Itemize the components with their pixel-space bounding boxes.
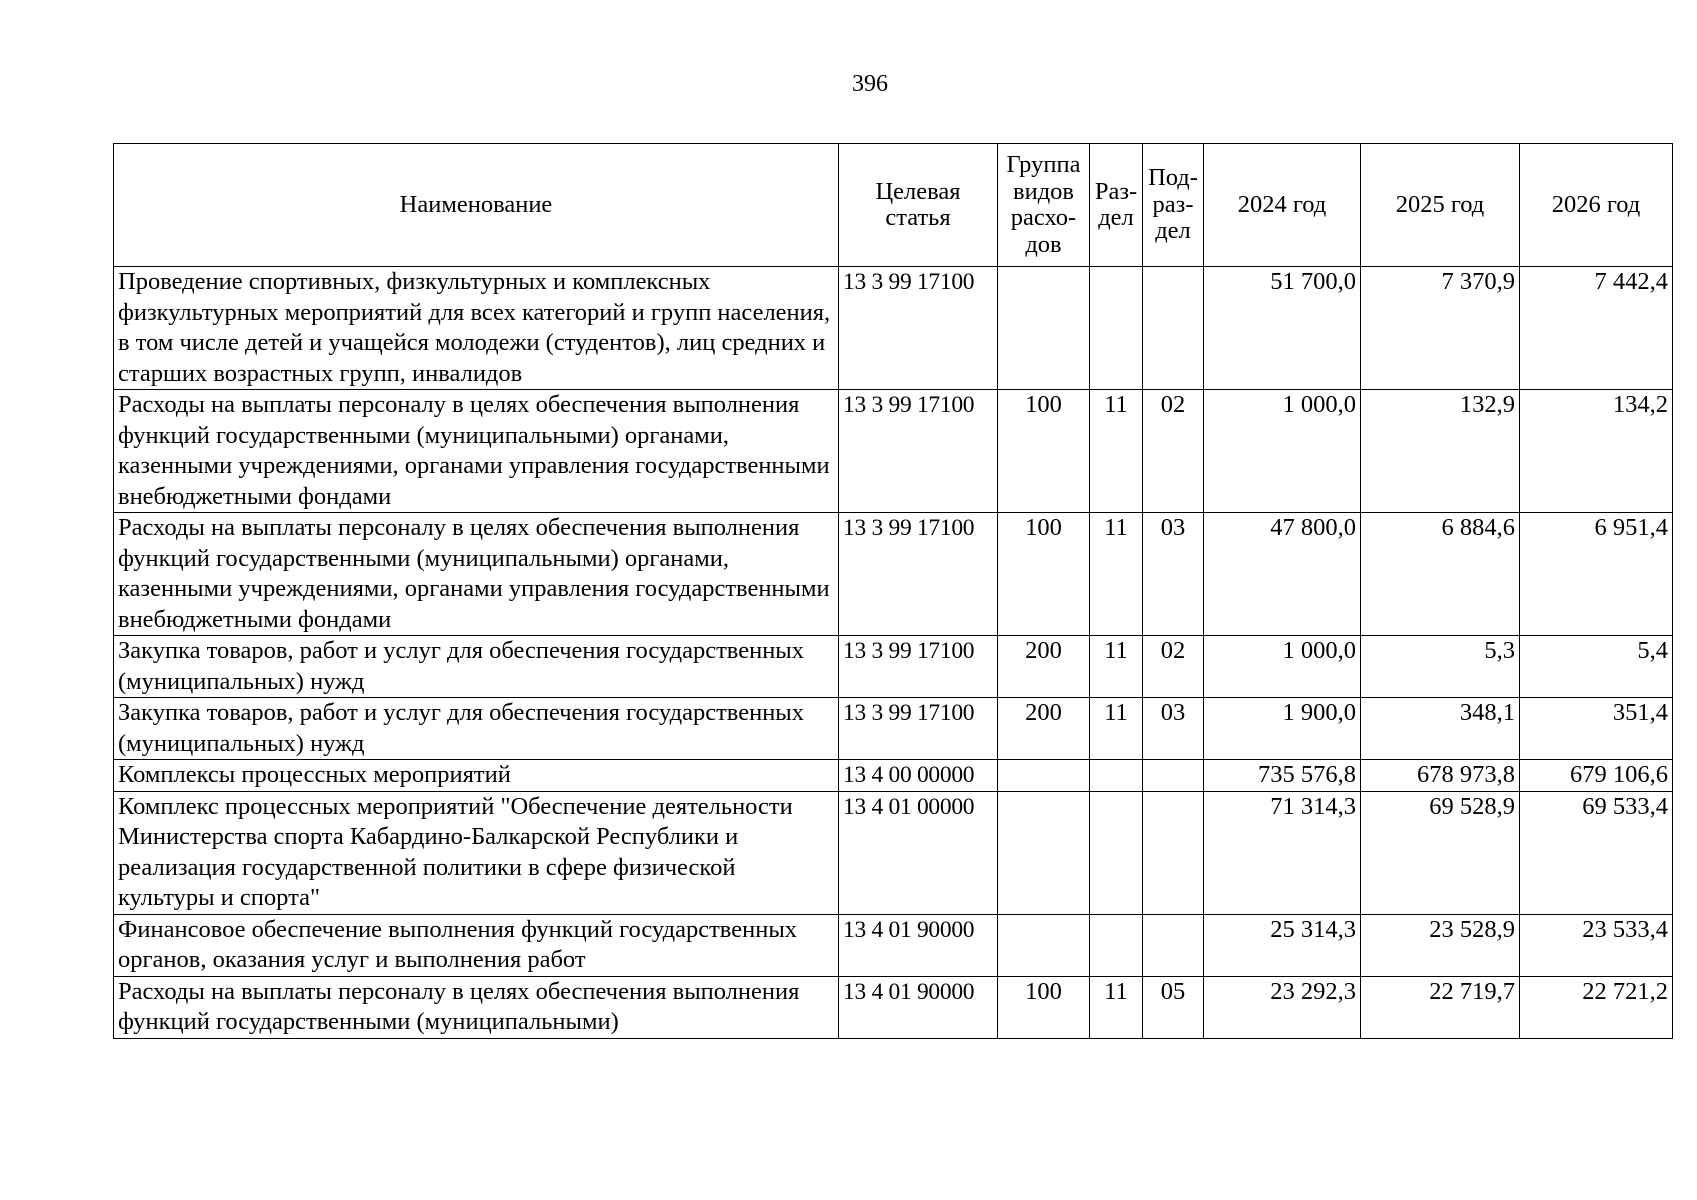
table-row	[114, 513, 1673, 636]
cell-year-2024: 25 314,3	[1204, 914, 1361, 976]
cell-section	[1090, 791, 1143, 914]
header-year-2024: 2024 год	[1204, 144, 1361, 267]
cell-year-2024: 1 900,0	[1204, 698, 1361, 760]
cell-year-2024: 735 576,8	[1204, 760, 1361, 792]
cell-target-article: 13 3 99 17100	[839, 636, 998, 698]
header-row	[114, 144, 1673, 267]
cell-target-article: 13 3 99 17100	[839, 267, 998, 390]
table-row	[114, 760, 1673, 792]
cell-year-2026: 134,2	[1520, 390, 1673, 513]
header-year-2025: 2025 год	[1361, 144, 1520, 267]
cell-expense-group: 100	[998, 390, 1090, 513]
cell-year-2024: 51 700,0	[1204, 267, 1361, 390]
cell-section: 11	[1090, 636, 1143, 698]
table-row	[114, 698, 1673, 760]
header-section: Раз-дел	[1090, 144, 1143, 267]
table-row	[114, 636, 1673, 698]
cell-year-2024: 47 800,0	[1204, 513, 1361, 636]
cell-target-article: 13 3 99 17100	[839, 390, 998, 513]
cell-year-2026: 69 533,4	[1520, 791, 1673, 914]
cell-target-article: 13 3 99 17100	[839, 698, 998, 760]
cell-target-article: 13 3 99 17100	[839, 513, 998, 636]
cell-subsection: 05	[1143, 976, 1204, 1038]
cell-name: Финансовое обеспечение выполнения функций государственных органов, оказания услуг и выполнения работ	[114, 914, 839, 976]
cell-name: Комплекс процессных мероприятий "Обеспечение деятельности Министерства спорта Кабардино-Балкарской Республики и реализация государственной политики в сфере физической культуры и спорта"	[114, 791, 839, 914]
cell-section: 11	[1090, 513, 1143, 636]
header-subsection: Под-раз-дел	[1143, 144, 1204, 267]
cell-expense-group: 200	[998, 636, 1090, 698]
cell-target-article: 13 4 01 90000	[839, 976, 998, 1038]
cell-year-2024: 1 000,0	[1204, 636, 1361, 698]
table-row	[114, 976, 1673, 1038]
cell-section: 11	[1090, 976, 1143, 1038]
cell-subsection	[1143, 267, 1204, 390]
table-row	[114, 914, 1673, 976]
cell-year-2026: 7 442,4	[1520, 267, 1673, 390]
cell-year-2025: 678 973,8	[1361, 760, 1520, 792]
cell-expense-group: 200	[998, 698, 1090, 760]
cell-year-2025: 5,3	[1361, 636, 1520, 698]
cell-year-2025: 22 719,7	[1361, 976, 1520, 1038]
cell-name: Закупка товаров, работ и услуг для обеспечения государственных (муниципальных) нужд	[114, 636, 839, 698]
cell-section: 11	[1090, 698, 1143, 760]
header-year-2026: 2026 год	[1520, 144, 1673, 267]
header-expense-group: Группа видов расхо-дов	[998, 144, 1090, 267]
cell-name: Комплексы процессных мероприятий	[114, 760, 839, 792]
cell-target-article: 13 4 00 00000	[839, 760, 998, 792]
cell-name: Расходы на выплаты персоналу в целях обеспечения выполнения функций государственными (муниципальными) органами, казенными учреждениями, органами управления государственными внебюджетными фондами	[114, 390, 839, 513]
cell-subsection	[1143, 791, 1204, 914]
table-row	[114, 390, 1673, 513]
cell-expense-group: 100	[998, 976, 1090, 1038]
cell-name: Расходы на выплаты персоналу в целях обеспечения выполнения функций государственными (муниципальными)	[114, 976, 839, 1038]
cell-section	[1090, 760, 1143, 792]
cell-year-2026: 679 106,6	[1520, 760, 1673, 792]
cell-subsection	[1143, 914, 1204, 976]
cell-subsection: 03	[1143, 513, 1204, 636]
table-body	[114, 267, 1673, 1039]
table-row	[114, 267, 1673, 390]
cell-year-2024: 23 292,3	[1204, 976, 1361, 1038]
cell-section: 11	[1090, 390, 1143, 513]
cell-subsection: 02	[1143, 636, 1204, 698]
cell-year-2025: 69 528,9	[1361, 791, 1520, 914]
cell-expense-group	[998, 267, 1090, 390]
cell-year-2025: 132,9	[1361, 390, 1520, 513]
cell-target-article: 13 4 01 90000	[839, 914, 998, 976]
cell-section	[1090, 914, 1143, 976]
cell-year-2026: 5,4	[1520, 636, 1673, 698]
cell-year-2025: 6 884,6	[1361, 513, 1520, 636]
budget-table	[113, 143, 1673, 1039]
cell-subsection	[1143, 760, 1204, 792]
cell-expense-group: 100	[998, 513, 1090, 636]
cell-subsection: 02	[1143, 390, 1204, 513]
cell-target-article: 13 4 01 00000	[839, 791, 998, 914]
cell-year-2025: 348,1	[1361, 698, 1520, 760]
table-row	[114, 791, 1673, 914]
cell-year-2026: 22 721,2	[1520, 976, 1673, 1038]
cell-year-2026: 23 533,4	[1520, 914, 1673, 976]
cell-year-2026: 6 951,4	[1520, 513, 1673, 636]
cell-expense-group	[998, 914, 1090, 976]
header-name: Наименование	[114, 144, 839, 267]
cell-year-2024: 71 314,3	[1204, 791, 1361, 914]
header-target-article: Целевая статья	[839, 144, 998, 267]
cell-name: Закупка товаров, работ и услуг для обеспечения государственных (муниципальных) нужд	[114, 698, 839, 760]
cell-year-2026: 351,4	[1520, 698, 1673, 760]
cell-expense-group	[998, 791, 1090, 914]
cell-name: Расходы на выплаты персоналу в целях обеспечения выполнения функций государственными (муниципальными) органами, казенными учреждениями, органами управления государственными внебюджетными фондами	[114, 513, 839, 636]
cell-year-2025: 23 528,9	[1361, 914, 1520, 976]
page-number: 396	[852, 71, 888, 97]
cell-year-2024: 1 000,0	[1204, 390, 1361, 513]
cell-name: Проведение спортивных, физкультурных и комплексных физкультурных мероприятий для всех категорий и групп населения, в том числе детей и учащейся молодежи (студентов), лиц средних и старших возрастных групп, инвалидов	[114, 267, 839, 390]
cell-expense-group	[998, 760, 1090, 792]
cell-section	[1090, 267, 1143, 390]
cell-year-2025: 7 370,9	[1361, 267, 1520, 390]
cell-subsection: 03	[1143, 698, 1204, 760]
table-header	[114, 144, 1673, 267]
